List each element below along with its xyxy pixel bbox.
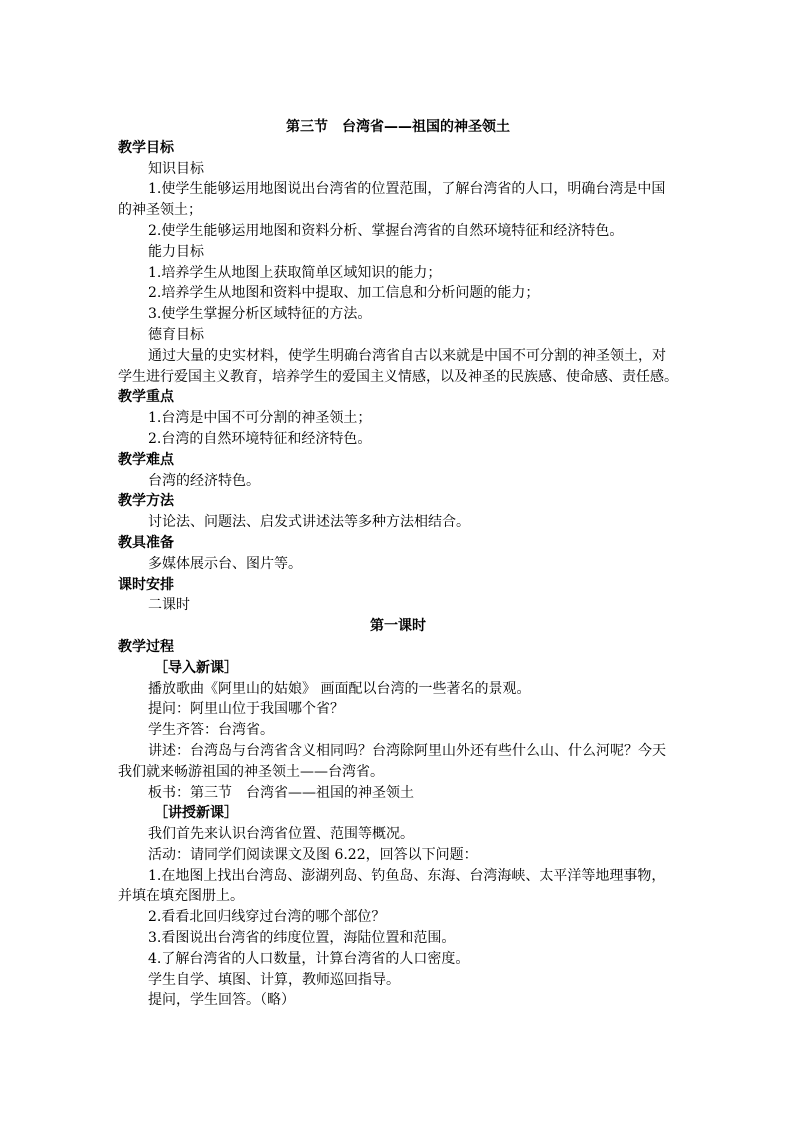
- heading-focus: 教学重点: [118, 389, 174, 406]
- new-lesson-line: 3.看图说出台湾省的纬度位置，海陆位置和范围。: [148, 930, 456, 947]
- method-text: 讨论法、问题法、启发式讲述法等多种方法相结合。: [148, 514, 470, 531]
- subheading-moral: 德育目标: [148, 326, 204, 343]
- ability-item: 1.培养学生从地图上获取简单区域知识的能力；: [148, 264, 442, 281]
- heading-process: 教学过程: [118, 638, 174, 655]
- intro-label: ［导入新课］: [154, 659, 238, 676]
- new-lesson-line: 4.了解台湾省的人口数量，计算台湾省的人口密度。: [148, 950, 470, 967]
- new-lesson-line: 1.在地图上找出台湾岛、澎湖列岛、钓鱼岛、东海、台湾海峡、太平洋等地理事物，并填在填充图册上。: [118, 867, 666, 905]
- new-lesson-line: 提问，学生回答。（略）: [148, 992, 295, 1009]
- intro-line: 提问：阿里山位于我国哪个省？: [148, 701, 344, 718]
- heading-goals: 教学目标: [118, 139, 174, 156]
- intro-line: 板书：第三节 台湾省——祖国的神圣领土: [148, 784, 414, 801]
- new-lesson-label: ［讲授新课］: [154, 805, 238, 822]
- difficulty-text: 台湾的经济特色。: [148, 472, 260, 489]
- subheading-ability: 能力目标: [148, 243, 204, 260]
- focus-item: 2.台湾的自然环境特征和经济特色。: [148, 430, 372, 447]
- document-title: 第三节 台湾省——祖国的神圣领土: [286, 119, 510, 135]
- heading-method: 教学方法: [118, 493, 174, 510]
- new-lesson-line: 活动：请同学们阅读课文及图 6.22，回答以下问题：: [148, 846, 478, 863]
- lesson-heading: 第一课时: [370, 618, 426, 635]
- new-lesson-line: 学生自学、填图、计算，教师巡回指导。: [148, 971, 400, 988]
- document-body: [118, 117, 678, 1011]
- intro-line: 讲述：台湾岛与台湾省含义相同吗？台湾除阿里山外还有些什么山、什么河呢？今天我们就来畅游祖国的神圣领土——台湾省。: [118, 742, 666, 780]
- tools-text: 多媒体展示台、图片等。: [148, 555, 302, 572]
- heading-schedule: 课时安排: [118, 576, 174, 593]
- heading-difficulty: 教学难点: [118, 451, 174, 468]
- heading-tools: 教具准备: [118, 534, 174, 551]
- intro-line: 播放歌曲《阿里山的姑娘》 画面配以台湾的一些著名的景观。: [148, 680, 531, 697]
- subheading-knowledge: 知识目标: [148, 160, 204, 177]
- schedule-text: 二课时: [148, 597, 190, 614]
- knowledge-item: 1.使学生能够运用地图说出台湾省的位置范围，了解台湾省的人口，明确台湾是中国的神圣领土；: [118, 181, 666, 219]
- ability-item: 3.使学生掌握分析区域特征的方法。: [148, 306, 372, 323]
- knowledge-item: 2.使学生能够运用地图和资料分析、掌握台湾省的自然环境特征和经济特色。: [148, 222, 624, 239]
- focus-item: 1.台湾是中国不可分割的神圣领土；: [148, 410, 372, 427]
- intro-line: 学生齐答：台湾省。: [148, 722, 274, 739]
- moral-text: 通过大量的史实材料，使学生明确台湾省自古以来就是中国不可分割的神圣领土，对学生进行爱国主义教育，培养学生的爱国主义情感，以及神圣的民族感、使命感、责任感。: [118, 347, 678, 385]
- new-lesson-line: 2.看看北回归线穿过台湾的哪个部位？: [148, 909, 386, 926]
- new-lesson-line: 我们首先来认识台湾省位置、范围等概况。: [148, 826, 414, 843]
- ability-item: 2.培养学生从地图和资料中提取、加工信息和分析问题的能力；: [148, 285, 540, 302]
